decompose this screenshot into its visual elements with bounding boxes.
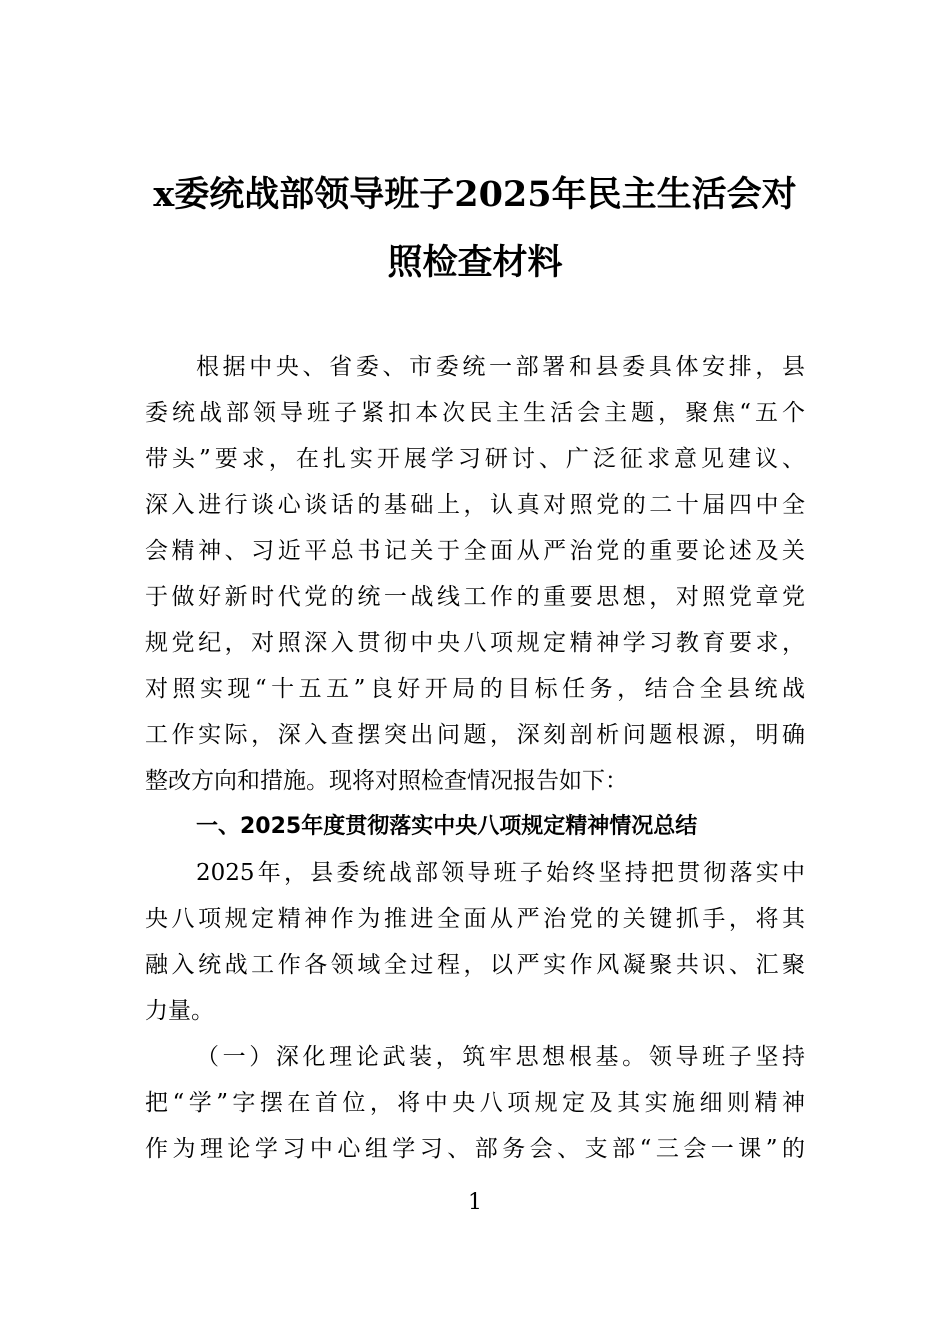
body-line: （一）深化理论武装，筑牢思想根基。领导班子坚持 (196, 1044, 805, 1070)
body-line: 对照实现“十五五”良好开局的目标任务，结合全县统战 (145, 676, 805, 702)
page-number: 1 (468, 1190, 482, 1215)
body-line: 工作实际，深入查摆突出问题，深刻剖析问题根源，明确 (145, 722, 805, 748)
document-title-line-1: x委统战部领导班子2025年民主生活会对 (153, 174, 797, 215)
body-line: 会精神、习近平总书记关于全面从严治党的重要论述及关 (145, 538, 805, 564)
body-line: 委统战部领导班子紧扣本次民主生活会主题，聚焦“五个 (145, 400, 805, 426)
body-line: 带头”要求，在扎实开展学习研讨、广泛征求意见建议、 (145, 446, 805, 472)
body-line: 2025年，县委统战部领导班子始终坚持把贯彻落实中 (196, 860, 805, 886)
body-line: 于做好新时代党的统一战线工作的重要思想，对照党章党 (145, 584, 805, 610)
body-line: 融入统战工作各领域全过程，以严实作风凝聚共识、汇聚 (145, 952, 805, 978)
document-title-line-2: 照检查材料 (387, 242, 563, 283)
body-line: 央八项规定精神作为推进全面从严治党的关键抓手，将其 (145, 906, 805, 932)
body-line: 根据中央、省委、市委统一部署和县委具体安排，县 (196, 354, 805, 380)
body-line: 把“学”字摆在首位，将中央八项规定及其实施细则精神 (145, 1090, 805, 1116)
body-line: 规党纪，对照深入贯彻中央八项规定精神学习教育要求， (145, 630, 805, 656)
section-heading: 一、2025年度贯彻落实中央八项规定精神情况总结 (196, 814, 698, 839)
body-line: 深入进行谈心谈话的基础上，认真对照党的二十届四中全 (145, 492, 805, 518)
body-line: 力量。 (145, 998, 214, 1024)
body-line: 作为理论学习中心组学习、部务会、支部“三会一课”的 (145, 1136, 805, 1162)
body-line: 整改方向和措施。现将对照检查情况报告如下： (145, 768, 628, 794)
